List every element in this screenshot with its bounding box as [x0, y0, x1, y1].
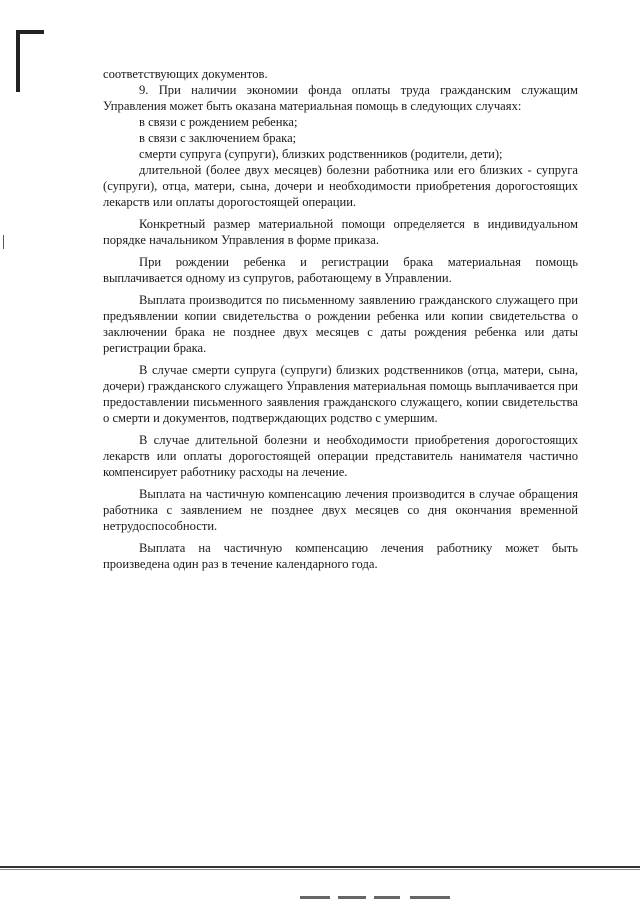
list-item-illness: длительной (более двух месяцев) болезни работника или его близких - супруга (супруги), отца, матери, сына, дочери и необходимости приобретения дорогостоящих лекарств или оплаты дорогостоящей операции. — [103, 163, 578, 209]
scan-bottom-marks — [0, 896, 640, 902]
paragraph-compensation-frequency: Выплата на частичную компенсацию лечения работнику может быть произведена один раз в течение календарного года. — [103, 541, 578, 571]
scan-edge-mark — [3, 235, 4, 249]
scan-bottom-line — [0, 866, 640, 868]
paragraph-amount: Конкретный размер материальной помощи определяется в индивидуальном порядке начальником Управления в форме приказа. — [103, 217, 578, 247]
paragraph-death-case: В случае смерти супруга (супруги) близких родственников (отца, матери, сына, дочери) гражданского служащего Управления материальная помощь выплачивается при предоставлении письменного заявления гражданского служащего, копии свидетельства о смерти и документов, подтверждающих родство с умершим. — [103, 363, 578, 425]
document-body — [103, 66, 578, 572]
paragraph-birth-marriage: При рождении ребенка и регистрации брака материальная помощь выплачивается одному из супругов, работающему в Управлении. — [103, 255, 578, 285]
list-item-childbirth: в связи с рождением ребенка; — [139, 115, 298, 129]
scan-bottom-line-shadow — [0, 869, 640, 870]
list-item-death: смерти супруга (супруги), близких родственников (родители, дети); — [139, 147, 503, 161]
paragraph-illness-case: В случае длительной болезни и необходимости приобретения дорогостоящих лекарств или оплаты дорогостоящей операции представитель нанимателя частично компенсирует работнику расходы на лечение. — [103, 433, 578, 479]
paragraph-item-9: 9. При наличии экономии фонда оплаты труда гражданским служащим Управления может быть оказана материальная помощь в следующих случаях: — [103, 83, 578, 113]
paragraph-continuation: соответствующих документов. — [103, 67, 268, 81]
scan-corner-mark — [16, 30, 20, 92]
list-item-marriage: в связи с заключением брака; — [139, 131, 297, 145]
paragraph-payment-procedure: Выплата производится по письменному заявлению гражданского служащего при предъявлении копии свидетельства о рождении ребенка или копии свидетельства о заключении брака не позднее двух месяцев с даты рождения ребенка или даты регистрации брака. — [103, 293, 578, 355]
paragraph-compensation-timing: Выплата на частичную компенсацию лечения производится в случае обращения работника с заявлением не позднее двух месяцев со дня окончания временной нетрудоспособности. — [103, 487, 578, 533]
scan-corner-mark-horizontal — [16, 30, 44, 34]
